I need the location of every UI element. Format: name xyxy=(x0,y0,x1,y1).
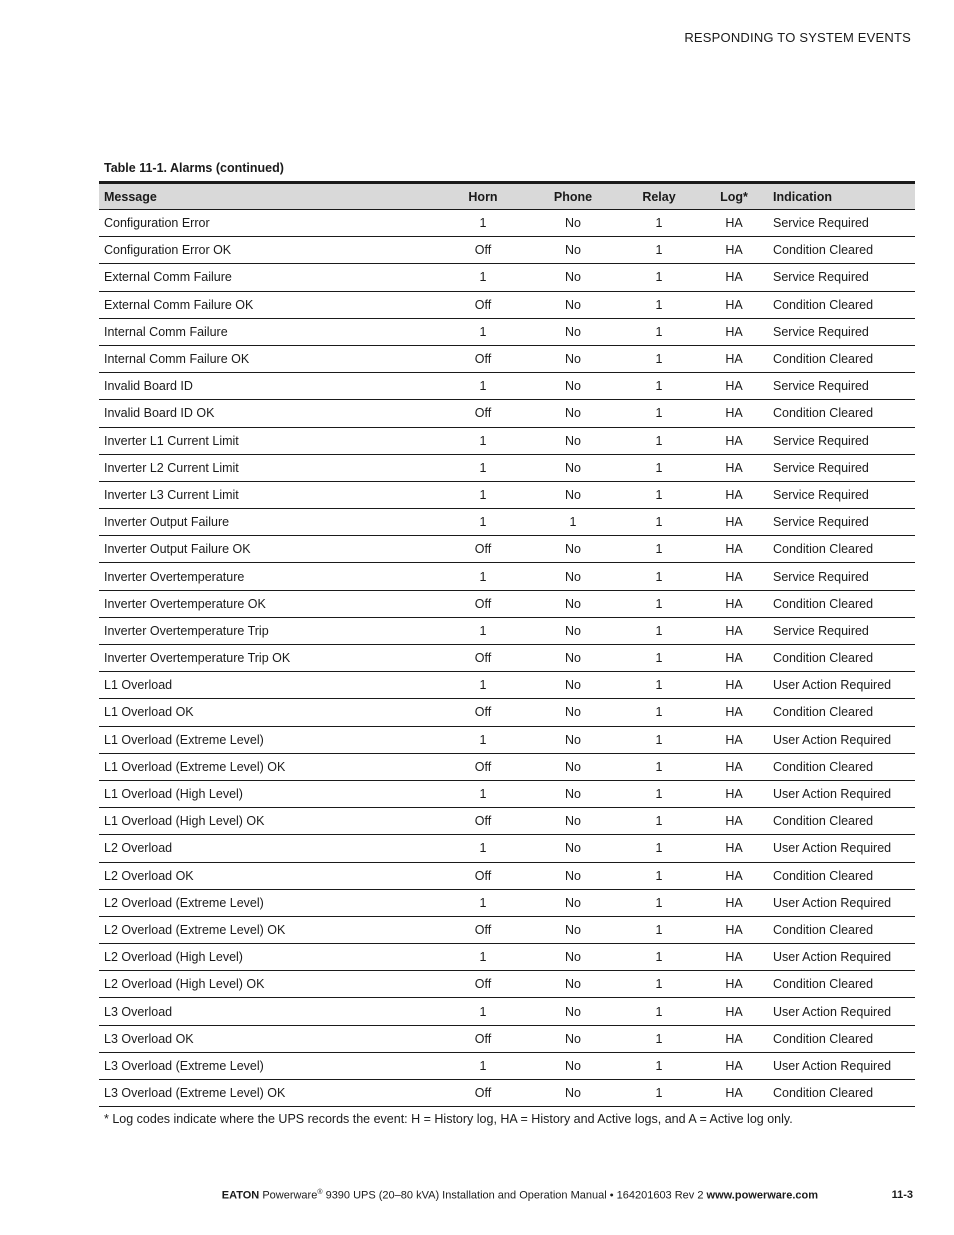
table-row xyxy=(99,1080,915,1107)
cell-relay: 1 xyxy=(609,617,709,644)
cell-message: L3 Overload (Extreme Level) xyxy=(99,1052,429,1079)
cell-message: L3 Overload xyxy=(99,998,429,1025)
cell-phone: No xyxy=(537,944,609,971)
cell-phone: No xyxy=(537,1025,609,1052)
cell-message: Inverter L3 Current Limit xyxy=(99,481,429,508)
table-row xyxy=(99,454,915,481)
footer-product: Powerware xyxy=(262,1189,318,1202)
cell-horn: 1 xyxy=(429,563,537,590)
footer-manual-text: 9390 UPS (20–80 kVA) Installation and Operation Manual • 164201603 Rev 2 xyxy=(322,1189,707,1202)
cell-phone: 1 xyxy=(537,509,609,536)
cell-log: HA xyxy=(709,454,759,481)
table-row xyxy=(99,889,915,916)
cell-relay: 1 xyxy=(609,481,709,508)
cell-relay: 1 xyxy=(609,590,709,617)
cell-phone: No xyxy=(537,753,609,780)
cell-log: HA xyxy=(709,481,759,508)
cell-horn: 1 xyxy=(429,944,537,971)
cell-indication: Condition Cleared xyxy=(759,1080,915,1107)
cell-horn: Off xyxy=(429,808,537,835)
cell-indication: Condition Cleared xyxy=(759,862,915,889)
cell-message: L2 Overload xyxy=(99,835,429,862)
cell-phone: No xyxy=(537,726,609,753)
cell-horn: 1 xyxy=(429,210,537,237)
table-row xyxy=(99,590,915,617)
column-header-message: Message xyxy=(99,183,429,210)
table-row xyxy=(99,699,915,726)
cell-log: HA xyxy=(709,889,759,916)
table-row xyxy=(99,780,915,807)
cell-relay: 1 xyxy=(609,916,709,943)
cell-relay: 1 xyxy=(609,400,709,427)
cell-horn: Off xyxy=(429,291,537,318)
cell-relay: 1 xyxy=(609,563,709,590)
cell-phone: No xyxy=(537,916,609,943)
cell-indication: Condition Cleared xyxy=(759,237,915,264)
cell-horn: Off xyxy=(429,862,537,889)
cell-indication: User Action Required xyxy=(759,780,915,807)
cell-relay: 1 xyxy=(609,862,709,889)
table-row xyxy=(99,400,915,427)
cell-log: HA xyxy=(709,264,759,291)
cell-indication: Service Required xyxy=(759,318,915,345)
alarms-table xyxy=(99,181,915,1107)
table-footnote: * Log codes indicate where the UPS records the event: H = History log, HA = History and Active logs, and A = Active log only. xyxy=(104,1112,793,1126)
cell-log: HA xyxy=(709,427,759,454)
column-header-phone: Phone xyxy=(537,183,609,210)
cell-log: HA xyxy=(709,944,759,971)
cell-horn: 1 xyxy=(429,454,537,481)
cell-phone: No xyxy=(537,835,609,862)
column-header-indication: Indication xyxy=(759,183,915,210)
cell-phone: No xyxy=(537,889,609,916)
cell-indication: User Action Required xyxy=(759,1052,915,1079)
cell-relay: 1 xyxy=(609,373,709,400)
cell-horn: 1 xyxy=(429,264,537,291)
cell-horn: 1 xyxy=(429,617,537,644)
cell-relay: 1 xyxy=(609,699,709,726)
table-row xyxy=(99,237,915,264)
cell-horn: 1 xyxy=(429,427,537,454)
column-header-relay: Relay xyxy=(609,183,709,210)
page-number: 11-3 xyxy=(891,1189,913,1201)
cell-indication: Service Required xyxy=(759,454,915,481)
cell-horn: 1 xyxy=(429,373,537,400)
cell-message: Inverter Overtemperature Trip xyxy=(99,617,429,644)
cell-phone: No xyxy=(537,672,609,699)
cell-indication: Service Required xyxy=(759,373,915,400)
table-body xyxy=(99,210,915,1107)
cell-indication: User Action Required xyxy=(759,672,915,699)
cell-message: External Comm Failure xyxy=(99,264,429,291)
cell-message: L1 Overload xyxy=(99,672,429,699)
cell-indication: Condition Cleared xyxy=(759,753,915,780)
table-row xyxy=(99,944,915,971)
cell-log: HA xyxy=(709,645,759,672)
column-header-horn: Horn xyxy=(429,183,537,210)
cell-relay: 1 xyxy=(609,998,709,1025)
cell-message: Inverter L1 Current Limit xyxy=(99,427,429,454)
cell-phone: No xyxy=(537,699,609,726)
cell-log: HA xyxy=(709,862,759,889)
cell-indication: Service Required xyxy=(759,427,915,454)
cell-horn: Off xyxy=(429,1080,537,1107)
cell-relay: 1 xyxy=(609,944,709,971)
cell-phone: No xyxy=(537,971,609,998)
cell-horn: 1 xyxy=(429,780,537,807)
cell-phone: No xyxy=(537,617,609,644)
table-row xyxy=(99,672,915,699)
cell-indication: User Action Required xyxy=(759,944,915,971)
cell-phone: No xyxy=(537,998,609,1025)
cell-log: HA xyxy=(709,998,759,1025)
cell-horn: 1 xyxy=(429,318,537,345)
cell-relay: 1 xyxy=(609,536,709,563)
cell-log: HA xyxy=(709,808,759,835)
cell-phone: No xyxy=(537,563,609,590)
footer-url: www.powerware.com xyxy=(706,1189,818,1202)
cell-phone: No xyxy=(537,318,609,345)
cell-message: L2 Overload (High Level) OK xyxy=(99,971,429,998)
cell-horn: Off xyxy=(429,590,537,617)
cell-message: L2 Overload OK xyxy=(99,862,429,889)
cell-indication: Condition Cleared xyxy=(759,699,915,726)
table-row xyxy=(99,753,915,780)
cell-log: HA xyxy=(709,780,759,807)
cell-message: L1 Overload (Extreme Level) OK xyxy=(99,753,429,780)
cell-phone: No xyxy=(537,291,609,318)
cell-message: Inverter Overtemperature OK xyxy=(99,590,429,617)
cell-indication: Condition Cleared xyxy=(759,291,915,318)
table-row xyxy=(99,427,915,454)
cell-horn: Off xyxy=(429,400,537,427)
table-header-row xyxy=(99,183,915,210)
table-row xyxy=(99,291,915,318)
cell-horn: 1 xyxy=(429,481,537,508)
cell-log: HA xyxy=(709,563,759,590)
cell-indication: Condition Cleared xyxy=(759,971,915,998)
cell-horn: 1 xyxy=(429,1052,537,1079)
table-row xyxy=(99,971,915,998)
footer-manual-reference xyxy=(222,1189,818,1202)
table-row xyxy=(99,210,915,237)
cell-relay: 1 xyxy=(609,753,709,780)
cell-log: HA xyxy=(709,1025,759,1052)
cell-horn: 1 xyxy=(429,672,537,699)
table-row xyxy=(99,1025,915,1052)
cell-message: Invalid Board ID xyxy=(99,373,429,400)
cell-log: HA xyxy=(709,916,759,943)
cell-relay: 1 xyxy=(609,291,709,318)
table-row xyxy=(99,536,915,563)
cell-log: HA xyxy=(709,835,759,862)
cell-relay: 1 xyxy=(609,210,709,237)
cell-log: HA xyxy=(709,753,759,780)
table-row xyxy=(99,563,915,590)
cell-phone: No xyxy=(537,427,609,454)
cell-log: HA xyxy=(709,291,759,318)
table-row xyxy=(99,481,915,508)
cell-indication: Condition Cleared xyxy=(759,645,915,672)
table-row xyxy=(99,645,915,672)
cell-message: L2 Overload (Extreme Level) xyxy=(99,889,429,916)
cell-log: HA xyxy=(709,536,759,563)
running-header: RESPONDING TO SYSTEM EVENTS xyxy=(684,30,911,45)
cell-horn: Off xyxy=(429,345,537,372)
cell-message: External Comm Failure OK xyxy=(99,291,429,318)
cell-horn: 1 xyxy=(429,835,537,862)
cell-relay: 1 xyxy=(609,318,709,345)
cell-relay: 1 xyxy=(609,835,709,862)
cell-message: Inverter Output Failure xyxy=(99,509,429,536)
cell-message: Inverter L2 Current Limit xyxy=(99,454,429,481)
cell-message: Internal Comm Failure xyxy=(99,318,429,345)
cell-horn: Off xyxy=(429,645,537,672)
cell-indication: Condition Cleared xyxy=(759,400,915,427)
cell-indication: Condition Cleared xyxy=(759,590,915,617)
cell-relay: 1 xyxy=(609,645,709,672)
cell-horn: Off xyxy=(429,1025,537,1052)
cell-log: HA xyxy=(709,1052,759,1079)
cell-indication: User Action Required xyxy=(759,835,915,862)
cell-log: HA xyxy=(709,318,759,345)
cell-phone: No xyxy=(537,590,609,617)
cell-indication: User Action Required xyxy=(759,889,915,916)
cell-phone: No xyxy=(537,536,609,563)
cell-log: HA xyxy=(709,726,759,753)
cell-horn: Off xyxy=(429,753,537,780)
cell-phone: No xyxy=(537,454,609,481)
table-row xyxy=(99,726,915,753)
cell-horn: 1 xyxy=(429,889,537,916)
cell-indication: Service Required xyxy=(759,210,915,237)
table-row xyxy=(99,373,915,400)
table-row xyxy=(99,617,915,644)
cell-log: HA xyxy=(709,699,759,726)
cell-log: HA xyxy=(709,617,759,644)
cell-indication: User Action Required xyxy=(759,998,915,1025)
cell-indication: Service Required xyxy=(759,509,915,536)
cell-phone: No xyxy=(537,264,609,291)
cell-indication: Service Required xyxy=(759,481,915,508)
cell-phone: No xyxy=(537,645,609,672)
cell-relay: 1 xyxy=(609,237,709,264)
page-footer xyxy=(0,1189,954,1205)
cell-message: L1 Overload (High Level) xyxy=(99,780,429,807)
cell-indication: Condition Cleared xyxy=(759,345,915,372)
cell-message: L2 Overload (High Level) xyxy=(99,944,429,971)
table-row xyxy=(99,1052,915,1079)
cell-phone: No xyxy=(537,780,609,807)
cell-indication: Condition Cleared xyxy=(759,808,915,835)
cell-relay: 1 xyxy=(609,971,709,998)
cell-message: L2 Overload (Extreme Level) OK xyxy=(99,916,429,943)
cell-horn: Off xyxy=(429,971,537,998)
cell-phone: No xyxy=(537,210,609,237)
cell-phone: No xyxy=(537,237,609,264)
cell-message: Configuration Error OK xyxy=(99,237,429,264)
cell-indication: Condition Cleared xyxy=(759,1025,915,1052)
cell-horn: Off xyxy=(429,916,537,943)
cell-message: L3 Overload OK xyxy=(99,1025,429,1052)
cell-message: L3 Overload (Extreme Level) OK xyxy=(99,1080,429,1107)
cell-phone: No xyxy=(537,862,609,889)
cell-phone: No xyxy=(537,808,609,835)
cell-indication: Condition Cleared xyxy=(759,916,915,943)
footer-brand: EATON xyxy=(221,1189,260,1202)
cell-indication: Condition Cleared xyxy=(759,536,915,563)
table-row xyxy=(99,862,915,889)
cell-message: Inverter Overtemperature xyxy=(99,563,429,590)
cell-horn: 1 xyxy=(429,998,537,1025)
cell-relay: 1 xyxy=(609,780,709,807)
table-row xyxy=(99,345,915,372)
cell-message: L1 Overload (High Level) OK xyxy=(99,808,429,835)
table-row xyxy=(99,998,915,1025)
cell-log: HA xyxy=(709,509,759,536)
cell-log: HA xyxy=(709,237,759,264)
cell-log: HA xyxy=(709,971,759,998)
cell-relay: 1 xyxy=(609,1052,709,1079)
cell-indication: Service Required xyxy=(759,264,915,291)
cell-log: HA xyxy=(709,400,759,427)
cell-relay: 1 xyxy=(609,672,709,699)
table-row xyxy=(99,318,915,345)
cell-relay: 1 xyxy=(609,345,709,372)
cell-relay: 1 xyxy=(609,1080,709,1107)
cell-horn: 1 xyxy=(429,726,537,753)
cell-relay: 1 xyxy=(609,454,709,481)
cell-horn: 1 xyxy=(429,509,537,536)
table-row xyxy=(99,264,915,291)
table-row xyxy=(99,835,915,862)
footer-registered-mark: ® xyxy=(317,1189,323,1196)
cell-relay: 1 xyxy=(609,889,709,916)
cell-log: HA xyxy=(709,590,759,617)
cell-relay: 1 xyxy=(609,264,709,291)
cell-log: HA xyxy=(709,210,759,237)
cell-horn: Off xyxy=(429,536,537,563)
cell-phone: No xyxy=(537,345,609,372)
cell-message: L1 Overload OK xyxy=(99,699,429,726)
cell-log: HA xyxy=(709,672,759,699)
cell-message: Inverter Overtemperature Trip OK xyxy=(99,645,429,672)
cell-relay: 1 xyxy=(609,509,709,536)
cell-message: L1 Overload (Extreme Level) xyxy=(99,726,429,753)
cell-message: Configuration Error xyxy=(99,210,429,237)
cell-phone: No xyxy=(537,373,609,400)
table-row xyxy=(99,916,915,943)
column-header-log: Log* xyxy=(709,183,759,210)
cell-indication: Service Required xyxy=(759,563,915,590)
cell-horn: Off xyxy=(429,699,537,726)
cell-phone: No xyxy=(537,1052,609,1079)
cell-message: Invalid Board ID OK xyxy=(99,400,429,427)
cell-message: Internal Comm Failure OK xyxy=(99,345,429,372)
cell-indication: Service Required xyxy=(759,617,915,644)
cell-log: HA xyxy=(709,1080,759,1107)
cell-relay: 1 xyxy=(609,808,709,835)
cell-relay: 1 xyxy=(609,1025,709,1052)
table-caption: Table 11-1. Alarms (continued) xyxy=(104,161,284,175)
cell-relay: 1 xyxy=(609,726,709,753)
cell-phone: No xyxy=(537,400,609,427)
cell-indication: User Action Required xyxy=(759,726,915,753)
table-row xyxy=(99,509,915,536)
cell-phone: No xyxy=(537,481,609,508)
cell-message: Inverter Output Failure OK xyxy=(99,536,429,563)
cell-relay: 1 xyxy=(609,427,709,454)
cell-phone: No xyxy=(537,1080,609,1107)
cell-log: HA xyxy=(709,373,759,400)
table-row xyxy=(99,808,915,835)
cell-horn: Off xyxy=(429,237,537,264)
cell-log: HA xyxy=(709,345,759,372)
